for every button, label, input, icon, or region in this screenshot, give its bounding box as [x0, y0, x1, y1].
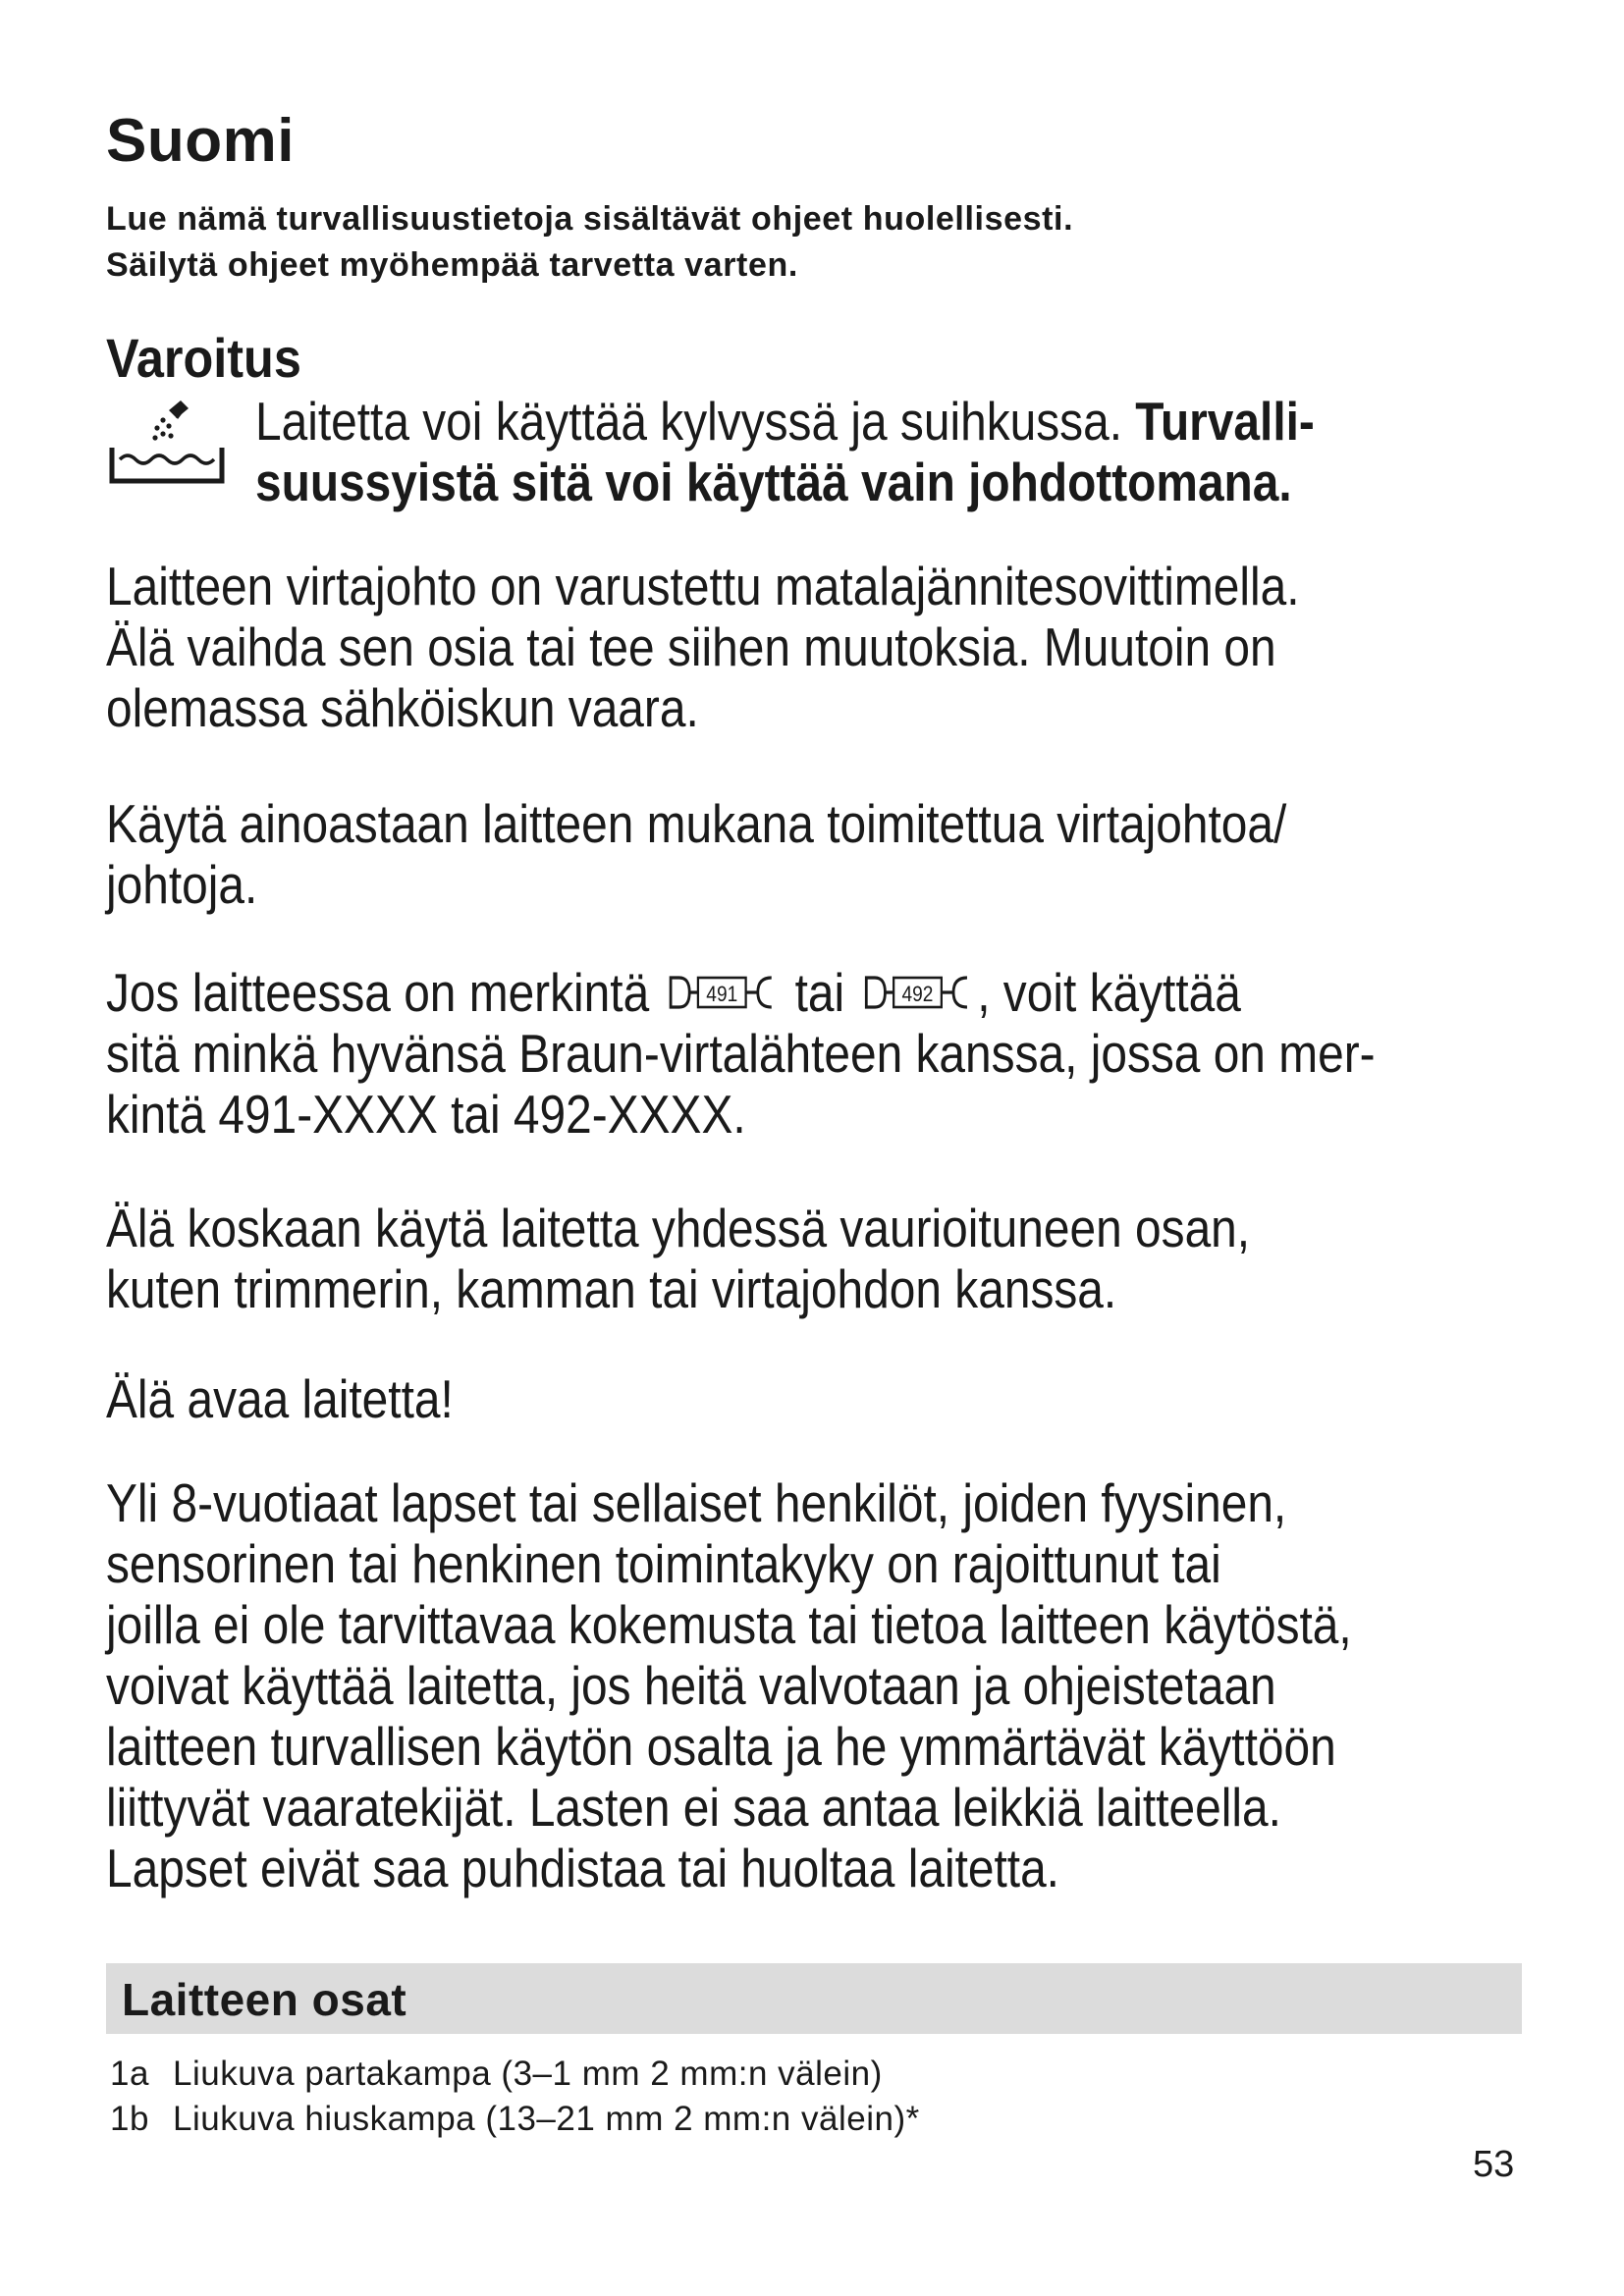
parts-list [110, 2052, 920, 2142]
paragraph-adapter [106, 556, 1300, 738]
warning-heading: Varoitus [106, 327, 301, 389]
warning-line-bold: suussyistä sitä voi käyttää vain johdottomana. [255, 452, 1292, 512]
power-supply-mark-icon [666, 970, 779, 1015]
paragraph-cord [106, 793, 1286, 915]
warning-line [255, 391, 1315, 452]
paragraph-marking [106, 962, 1376, 1145]
paragraph-line: johtoja. [106, 854, 258, 915]
warning-text [255, 391, 1315, 512]
paragraph-line: Älä vaihda sen osia tai tee siihen muutoksia. Muutoin on [106, 616, 1276, 677]
paragraph-line: olemassa sähköiskun vaara. [106, 677, 699, 738]
mark-number: 491 [706, 982, 738, 1007]
paragraph-line: kuten trimmerin, kamman tai virtajohdon kanssa. [106, 1258, 1117, 1319]
warning-line-bold: Turvalli- [1135, 391, 1315, 452]
paragraph-line: joilla ei ole tarvittavaa kokemusta tai tietoa laitteen käytöstä, [106, 1594, 1352, 1655]
paragraph-line: laitteen turvallisen käytön osalta ja he ymmärtävät käyttöön [106, 1716, 1336, 1777]
paragraph-line: Älä koskaan käytä laitetta yhdessä vaurioituneen osan, [106, 1198, 1251, 1258]
paragraph-line: voivat käyttää laitetta, jos heitä valvotaan ja ohjeistetaan [106, 1655, 1276, 1716]
warning-line-normal: Laitetta voi käyttää kylvyssä ja suihkussa. [255, 391, 1136, 452]
marking-text-between: tai [794, 962, 845, 1023]
paragraph-line: sensorinen tai henkinen toimintakyky on rajoittunut tai [106, 1533, 1221, 1594]
paragraph-line: Laitteen virtajohto on varustettu matalajännitesovittimella. [106, 556, 1300, 616]
intro-text [106, 196, 1073, 289]
mark-number: 492 [901, 982, 934, 1007]
paragraph-line: sitä minkä hyvänsä Braun-virtalähteen kanssa, jossa on mer- [106, 1023, 1376, 1084]
intro-line: Säilytä ohjeet myöhempää tarvetta varten. [106, 246, 798, 284]
intro-line: Lue nämä turvallisuustietoja sisältävät ohjeet huolellisesti. [106, 200, 1074, 238]
part-description: Liukuva hiuskampa (13–21 mm 2 mm:n välein)* [173, 2100, 920, 2138]
list-item [110, 2052, 920, 2097]
paragraph-line: Älä avaa laitetta! [106, 1368, 454, 1429]
marking-text-start: Jos laitteessa on merkintä [106, 962, 650, 1023]
bath-shower-icon [106, 397, 228, 495]
part-code: 1b [110, 2100, 149, 2138]
paragraph-line: liittyvät vaaratekijät. Lasten ei saa antaa leikkiä laitteella. [106, 1777, 1281, 1838]
power-supply-mark-icon [861, 970, 974, 1015]
parts-heading: Laitteen osat [122, 1974, 407, 2025]
paragraph-line: Yli 8-vuotiaat lapset tai sellaiset henkilöt, joiden fyysinen, [106, 1472, 1287, 1533]
warning-line [255, 452, 1315, 512]
parts-section-header [106, 1963, 1522, 2034]
list-item [110, 2097, 920, 2142]
page-title: Suomi [106, 107, 295, 175]
marking-text-end: , voit käyttää [977, 962, 1241, 1023]
part-description: Liukuva partakampa (3–1 mm 2 mm:n välein) [173, 2055, 883, 2093]
paragraph-line: kintä 491-XXXX tai 492-XXXX. [106, 1084, 746, 1145]
paragraph-damaged-parts [106, 1198, 1250, 1319]
paragraph-line [106, 962, 1376, 1023]
page-number: 53 [1473, 2144, 1515, 2185]
paragraph-line: Käytä ainoastaan laitteen mukana toimitettua virtajohtoa/ [106, 793, 1287, 854]
paragraph-do-not-open [106, 1368, 454, 1429]
paragraph-line: Lapset eivät saa puhdistaa tai huoltaa laitetta. [106, 1838, 1059, 1898]
part-code: 1a [110, 2055, 149, 2093]
paragraph-children [106, 1472, 1352, 1898]
